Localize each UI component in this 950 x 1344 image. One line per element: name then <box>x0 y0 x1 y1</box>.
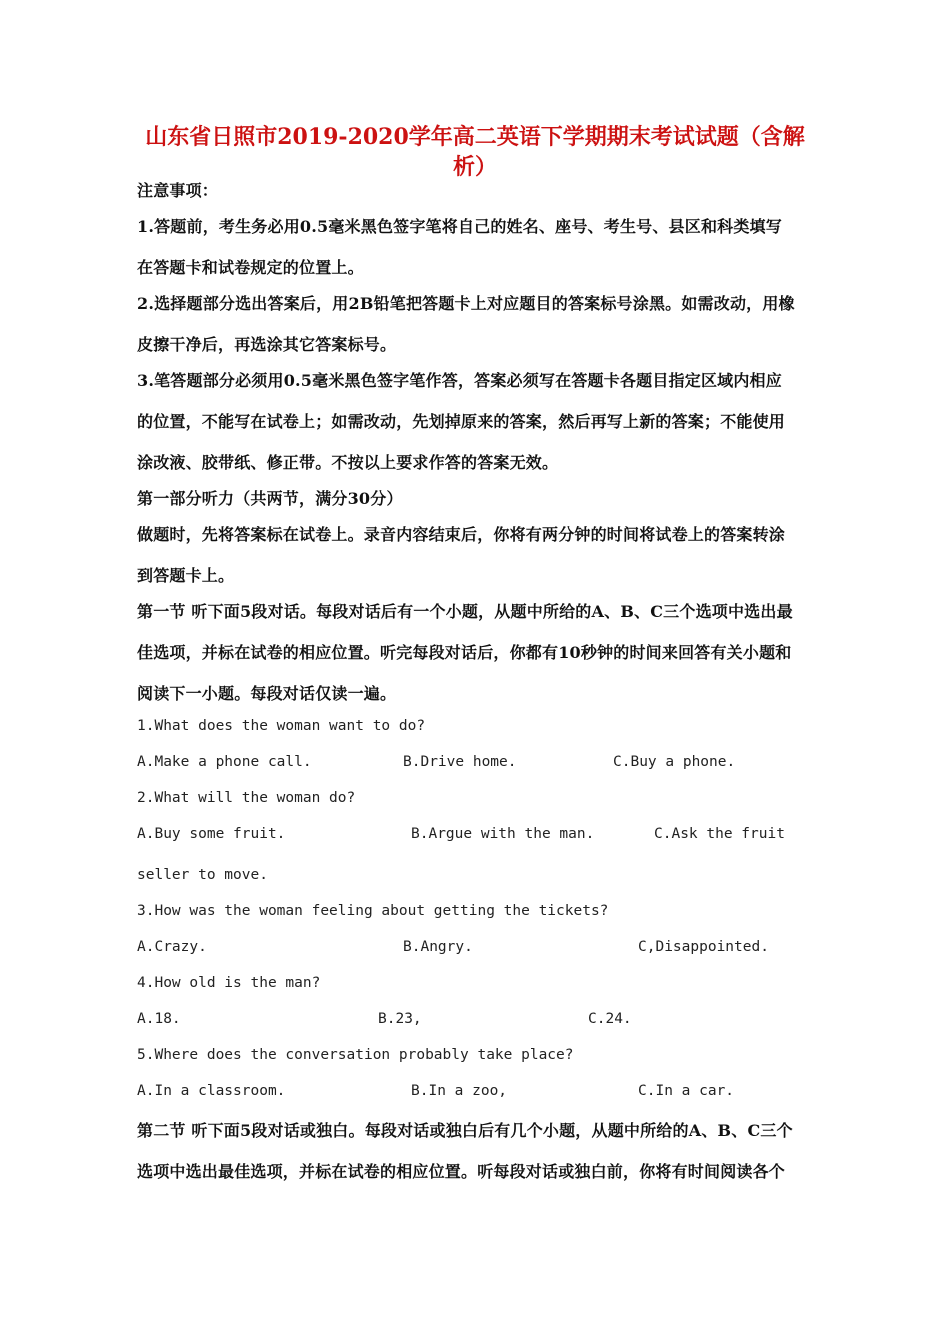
notes-heading: 注意事项： <box>137 181 219 200</box>
note-1-line-1: 1.答题前，考生务必用0.5毫米黑色签字笔将自己的姓名、座号、考生号、县区和科类填写 <box>137 217 782 236</box>
question-3-option-c: C,Disappointed. <box>638 939 769 955</box>
section1-line-1: 第一节 听下面5段对话。每段对话后有一个小题，从题中所给的A、B、C三个选项中选出最 <box>137 602 793 621</box>
document-title: 山东省日照市2019-2020学年高二英语下学期期末考试试题（含解析） <box>145 124 805 180</box>
question-5-option-a: A.In a classroom. <box>137 1083 286 1099</box>
question-1-option-c: C.Buy a phone. <box>613 754 736 770</box>
part1-intro-line-1: 做题时，先将答案标在试卷上。录音内容结束后，你将有两分钟的时间将试卷上的答案转涂 <box>137 525 786 544</box>
question-4-option-c: C.24. <box>588 1011 632 1027</box>
question-2: 2.What will the woman do? <box>137 790 356 806</box>
question-3-option-b: B.Angry. <box>403 939 473 955</box>
question-4: 4.How old is the man? <box>137 975 321 991</box>
question-2-option-c: C.Ask the fruit <box>654 826 785 842</box>
question-2-option-b: B.Argue with the man. <box>411 826 595 842</box>
question-3-option-a: A.Crazy. <box>137 939 207 955</box>
question-5-option-c: C.In a car. <box>638 1083 735 1099</box>
question-2-option-c-continued: seller to move. <box>137 867 268 883</box>
section2-line-2: 选项中选出最佳选项，并标在试卷的相应位置。听每段对话或独白前，你将有时间阅读各个 <box>137 1162 786 1181</box>
question-5: 5.Where does the conversation probably take place? <box>137 1047 574 1063</box>
section1-line-3: 阅读下一小题。每段对话仅读一遍。 <box>137 684 397 703</box>
note-2-line-2: 皮擦干净后，再选涂其它答案标号。 <box>137 335 397 354</box>
part1-intro-line-2: 到答题卡上。 <box>137 566 235 585</box>
question-1-option-b: B.Drive home. <box>403 754 517 770</box>
question-2-option-a: A.Buy some fruit. <box>137 826 286 842</box>
question-5-option-b: B.In a zoo, <box>411 1083 508 1099</box>
section1-line-2: 佳选项，并标在试卷的相应位置。听完每段对话后，你都有10秒钟的时间来回答有关小题和 <box>137 643 792 662</box>
note-3-line-3: 涂改液、胶带纸、修正带。不按以上要求作答的答案无效。 <box>137 453 559 472</box>
question-4-option-b: B.23, <box>378 1011 422 1027</box>
note-3-line-2: 的位置，不能写在试卷上；如需改动，先划掉原来的答案，然后再写上新的答案；不能使用 <box>137 412 786 431</box>
question-1: 1.What does the woman want to do? <box>137 718 426 734</box>
question-1-option-a: A.Make a phone call. <box>137 754 312 770</box>
part1-heading: 第一部分听力（共两节，满分30分） <box>137 489 403 508</box>
note-1-line-2: 在答题卡和试卷规定的位置上。 <box>137 258 364 277</box>
section2-line-1: 第二节 听下面5段对话或独白。每段对话或独白后有几个小题，从题中所给的A、B、C三个 <box>137 1121 793 1140</box>
question-3: 3.How was the woman feeling about getting the tickets? <box>137 903 609 919</box>
note-3-line-1: 3.笔答题部分必须用0.5毫米黑色签字笔作答，答案必须写在答题卡各题目指定区域内相应 <box>137 371 782 390</box>
question-4-option-a: A.18. <box>137 1011 181 1027</box>
note-2-line-1: 2.选择题部分选出答案后，用2B铅笔把答题卡上对应题目的答案标号涂黑。如需改动，用橡 <box>137 294 795 313</box>
